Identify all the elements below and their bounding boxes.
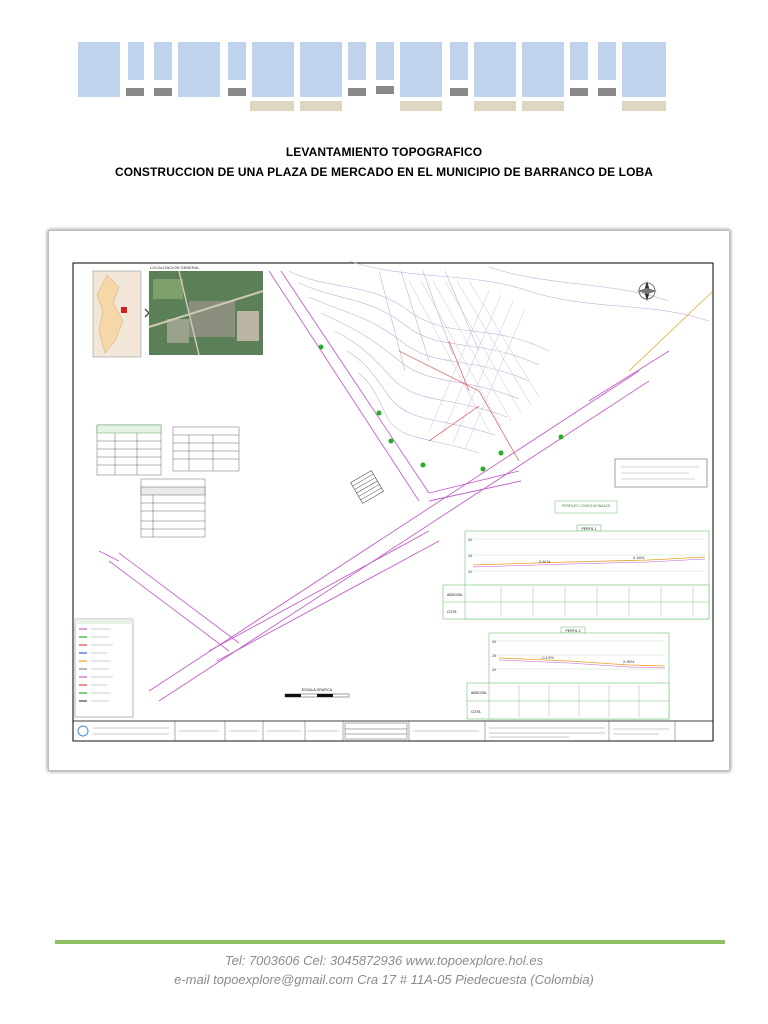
footer-contact-line2: e-mail topoexplore@gmail.com Cra 17 # 11A-05 Piedecuesta (Colombia) xyxy=(174,972,594,987)
profile-2-ytick-2: 20 xyxy=(492,668,496,672)
profile-2-ytick-1: 25 xyxy=(492,654,496,658)
profile-1-abscisa: ABSCISA xyxy=(447,593,463,597)
profile-2-label: PERFIL 2 xyxy=(565,629,581,633)
document-title-line2: CONSTRUCCION DE UNA PLAZA DE MERCADO EN EL MUNICIPIO DE BARRANCO DE LOBA xyxy=(114,165,654,179)
profile-1-slope-a: 0.61% xyxy=(539,559,551,564)
footer-divider xyxy=(55,940,725,944)
legend-table xyxy=(75,619,133,717)
profile-2-slope-b: 2.95% xyxy=(623,659,635,664)
profile-2-slope-a: -0.13% xyxy=(541,655,554,660)
footer-contact-line1: Tel: 7003606 Cel: 3045872936 www.topoexplore.hol.es xyxy=(224,953,544,968)
profile-2-ytick-0: 30 xyxy=(492,640,496,644)
profile-2-abscisa: ABSCISA xyxy=(471,691,487,695)
profile-1-ytick-0: 30 xyxy=(468,538,472,542)
location-map xyxy=(93,265,263,357)
location-label: LOCALIZACION GENERAL xyxy=(150,265,200,270)
profile-1-ytick-1: 25 xyxy=(468,554,472,558)
profile-1-ytick-2: 20 xyxy=(468,570,472,574)
profile-1-label: PERFIL 1 xyxy=(581,527,597,531)
profile-2-cota: COTA xyxy=(471,710,481,714)
profile-title: PERFILES LONGITUDINALES xyxy=(561,504,611,508)
profile-1-slope-b: 0.16% xyxy=(633,555,645,560)
topographic-plan-image xyxy=(48,230,730,771)
profile-1 xyxy=(443,525,709,619)
notes-box xyxy=(615,459,707,487)
document-title-line1: LEVANTAMIENTO TOPOGRAFICO xyxy=(285,145,483,159)
profile-1-cota: COTA xyxy=(447,610,457,614)
header-banner xyxy=(0,0,768,120)
plan-svg xyxy=(49,231,729,770)
profile-2 xyxy=(467,627,669,719)
scale-label: ESCALA GRAFICA xyxy=(301,688,333,692)
